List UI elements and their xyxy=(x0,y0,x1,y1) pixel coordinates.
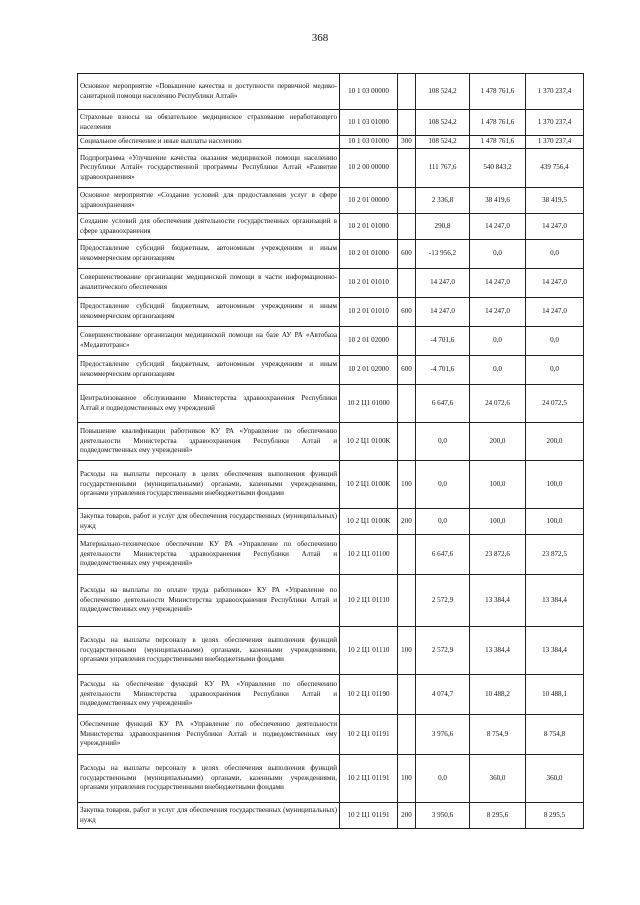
row-code: 10 2 01 01000 xyxy=(340,240,398,269)
table-row xyxy=(78,461,584,509)
row-amount-2: 8 295,6 xyxy=(470,803,526,829)
row-amount-2: 0,0 xyxy=(470,240,526,269)
row-amount-1: -4 701,6 xyxy=(416,327,470,356)
row-code: 10 1 03 01000 xyxy=(340,136,398,149)
row-amount-2: 0,0 xyxy=(470,356,526,385)
row-amount-3: 10 488,1 xyxy=(526,675,584,715)
row-amount-1: 108 524,2 xyxy=(416,136,470,149)
row-amount-3: 0,0 xyxy=(526,327,584,356)
row-amount-1: 4 074,7 xyxy=(416,675,470,715)
row-name: Расходы на выплаты персоналу в целях обеспечения выполнения функций государственными (муниципальными) органами, казенными учреждениями, органами управления государственными внебюджетными фондами xyxy=(78,461,340,509)
row-amount-1: 0,0 xyxy=(416,509,470,535)
row-code: 10 2 01 01010 xyxy=(340,269,398,298)
row-name: Совершенствование организации медицинской помощи в части информационно-аналитического обеспечения xyxy=(78,269,340,298)
row-code: 10 2 Ц1 01100 xyxy=(340,535,398,575)
table-row xyxy=(78,149,584,188)
row-amount-3: 38 419,5 xyxy=(526,188,584,214)
row-amount-1: 2 572,9 xyxy=(416,575,470,627)
row-amount-2: 13 384,4 xyxy=(470,627,526,675)
row-amount-2: 100,0 xyxy=(470,509,526,535)
row-amount-3: 200,0 xyxy=(526,423,584,461)
row-amount-3: 23 872,5 xyxy=(526,535,584,575)
row-amount-3: 13 384,4 xyxy=(526,627,584,675)
row-type: 100 xyxy=(398,461,416,509)
row-amount-3: 439 756,4 xyxy=(526,149,584,188)
row-name: Предоставление субсидий бюджетным, автономным учреждениям и иным некоммерческим организациям xyxy=(78,356,340,385)
row-amount-1: 0,0 xyxy=(416,755,470,803)
row-amount-3: 8 295,5 xyxy=(526,803,584,829)
row-name: Основное мероприятие «Повышение качества и доступности первичной медико-санитарной помощи населению Республики Алтай» xyxy=(78,74,340,110)
row-amount-1: 290,8 xyxy=(416,214,470,240)
row-code: 10 2 Ц1 01000 xyxy=(340,385,398,423)
row-amount-2: 540 843,2 xyxy=(470,149,526,188)
row-amount-1: 14 247,0 xyxy=(416,298,470,327)
row-code: 10 2 Ц1 01190 xyxy=(340,675,398,715)
row-amount-2: 10 488,2 xyxy=(470,675,526,715)
row-amount-1: -13 956,2 xyxy=(416,240,470,269)
row-name: Закупка товаров, работ и услуг для обеспечения государственных (муниципальных) нужд xyxy=(78,803,340,829)
row-amount-3: 1 370 237,4 xyxy=(526,110,584,136)
row-amount-3: 0,0 xyxy=(526,356,584,385)
row-amount-2: 1 478 761,6 xyxy=(470,136,526,149)
table-row xyxy=(78,675,584,715)
row-code: 10 2 Ц1 0100К xyxy=(340,461,398,509)
row-amount-2: 14 247,0 xyxy=(470,214,526,240)
table-row xyxy=(78,74,584,110)
row-type: 100 xyxy=(398,627,416,675)
table-row xyxy=(78,715,584,755)
row-amount-1: 2 336,8 xyxy=(416,188,470,214)
row-type: 600 xyxy=(398,356,416,385)
row-name: Основное мероприятие «Создание условий для предоставления услуг в сфере здравоохранения» xyxy=(78,188,340,214)
row-type: 200 xyxy=(398,509,416,535)
row-amount-2: 24 072,6 xyxy=(470,385,526,423)
row-name: Централизованное обслуживание Министерства здравоохранения Республики Алтай и подведомственных ему учреждений xyxy=(78,385,340,423)
row-type xyxy=(398,675,416,715)
table-row xyxy=(78,803,584,829)
row-amount-3: 14 247,0 xyxy=(526,214,584,240)
row-code: 10 2 Ц1 01110 xyxy=(340,627,398,675)
table-row xyxy=(78,240,584,269)
table-row xyxy=(78,509,584,535)
row-code: 10 2 Ц1 0100К xyxy=(340,509,398,535)
row-code: 10 1 03 00000 xyxy=(340,74,398,110)
row-type xyxy=(398,423,416,461)
table-row xyxy=(78,535,584,575)
row-amount-2: 1 478 761,6 xyxy=(470,74,526,110)
row-name: Материально-техническое обеспечение КУ РА «Управление по обеспечению деятельности Министерства здравоохранения Республики Алтай и подведомственных ему учреждений» xyxy=(78,535,340,575)
row-name: Расходы на обеспечение функций КУ РА «Управление по обеспечению деятельности Министерства здравоохранения Республики Алтай и подведомственных ему учреждений» xyxy=(78,675,340,715)
row-amount-2: 8 754,9 xyxy=(470,715,526,755)
row-type xyxy=(398,535,416,575)
row-type xyxy=(398,575,416,627)
row-name: Предоставление субсидий бюджетным, автономным учреждениям и иным некоммерческим организациям xyxy=(78,298,340,327)
row-type xyxy=(398,327,416,356)
row-amount-3: 14 247,0 xyxy=(526,269,584,298)
table-row xyxy=(78,269,584,298)
row-name: Совершенствование организации медицинской помощи на базе АУ РА «Автобаза «Медавтотранс» xyxy=(78,327,340,356)
row-amount-3: 14 247,0 xyxy=(526,298,584,327)
row-amount-1: 6 647,6 xyxy=(416,385,470,423)
row-name: Создание условий для обеспечения деятельности государственных организаций в сфере здравоохранения xyxy=(78,214,340,240)
row-code: 10 2 01 02000 xyxy=(340,356,398,385)
row-amount-1: 14 247,0 xyxy=(416,269,470,298)
row-code: 10 2 Ц1 01191 xyxy=(340,755,398,803)
row-amount-1: 2 572,9 xyxy=(416,627,470,675)
row-name: Повышение квалификации работников КУ РА «Управление по обеспечению деятельности Министерства здравоохранения Республики Алтай и подведомственных ему учреждений» xyxy=(78,423,340,461)
row-name: Закупка товаров, работ и услуг для обеспечения государственных (муниципальных) нужд xyxy=(78,509,340,535)
table-row xyxy=(78,188,584,214)
row-amount-1: 108 524,2 xyxy=(416,110,470,136)
row-code: 10 2 Ц1 01110 xyxy=(340,575,398,627)
row-name: Страховые взносы на обязательное медицинское страхование неработающего населения xyxy=(78,110,340,136)
row-name: Расходы на выплаты персоналу в целях обеспечения выполнения функций государственными (муниципальными) органами, казенными учреждениями, органами управления государственными внебюджетными фондами xyxy=(78,627,340,675)
table-row xyxy=(78,136,584,149)
table-row xyxy=(78,575,584,627)
budget-table xyxy=(77,73,584,829)
row-amount-1: 3 950,6 xyxy=(416,803,470,829)
table-row xyxy=(78,298,584,327)
row-amount-3: 8 754,8 xyxy=(526,715,584,755)
table-row xyxy=(78,755,584,803)
row-code: 10 1 03 01000 xyxy=(340,110,398,136)
row-code: 10 2 01 02000 xyxy=(340,327,398,356)
row-code: 10 2 01 00000 xyxy=(340,188,398,214)
row-type xyxy=(398,385,416,423)
row-code: 10 2 Ц1 01191 xyxy=(340,715,398,755)
table-row xyxy=(78,356,584,385)
row-amount-2: 13 384,4 xyxy=(470,575,526,627)
row-amount-3: 1 370 237,4 xyxy=(526,136,584,149)
row-amount-2: 14 247,0 xyxy=(470,298,526,327)
row-code: 10 2 Ц1 01191 xyxy=(340,803,398,829)
row-amount-3: 1 370 237,4 xyxy=(526,74,584,110)
row-name: Предоставление субсидий бюджетным, автономным учреждениям и иным некоммерческим организациям xyxy=(78,240,340,269)
row-type xyxy=(398,110,416,136)
row-name: Подпрограмма «Улучшение качества оказания медицинской помощи населению Республики Алтай» государственной программы Республики Алтай «Развитие здравоохранения» xyxy=(78,149,340,188)
row-amount-3: 100,0 xyxy=(526,509,584,535)
row-code: 10 2 01 01010 xyxy=(340,298,398,327)
page-number: 368 xyxy=(311,32,329,44)
table-row xyxy=(78,327,584,356)
row-name: Расходы на выплаты персоналу в целях обеспечения выполнения функций государственными (муниципальными) органами, казенными учреждениями, органами управления государственными внебюджетными фондами xyxy=(78,755,340,803)
row-amount-2: 1 478 761,6 xyxy=(470,110,526,136)
table-row xyxy=(78,627,584,675)
row-amount-1: 6 647,6 xyxy=(416,535,470,575)
row-type xyxy=(398,149,416,188)
row-type: 200 xyxy=(398,803,416,829)
row-type: 100 xyxy=(398,755,416,803)
row-amount-3: 0,0 xyxy=(526,240,584,269)
row-type: 600 xyxy=(398,240,416,269)
row-amount-2: 0,0 xyxy=(470,327,526,356)
row-type xyxy=(398,214,416,240)
row-amount-3: 100,0 xyxy=(526,461,584,509)
row-amount-2: 100,0 xyxy=(470,461,526,509)
row-amount-2: 360,0 xyxy=(470,755,526,803)
table-row xyxy=(78,423,584,461)
budget-table-body xyxy=(78,74,584,829)
row-name: Расходы на выплаты по оплате труда работников» КУ РА «Управление по обеспечению деятельности Министерства здравоохранения Республики Алтай и подведомственных ему учреждений» xyxy=(78,575,340,627)
table-row xyxy=(78,110,584,136)
row-name: Обеспечение функций КУ РА «Управление по обеспечению деятельности Министерства здравоохранения Республики Алтай и подведомственных ему учреждений» xyxy=(78,715,340,755)
row-name: Социальное обеспечение и иные выплаты населению xyxy=(78,136,340,149)
row-amount-1: 0,0 xyxy=(416,461,470,509)
row-amount-3: 360,0 xyxy=(526,755,584,803)
table-row xyxy=(78,214,584,240)
row-code: 10 2 00 00000 xyxy=(340,149,398,188)
row-type xyxy=(398,715,416,755)
row-amount-2: 14 247,0 xyxy=(470,269,526,298)
row-type xyxy=(398,74,416,110)
row-type: 600 xyxy=(398,298,416,327)
row-amount-2: 23 872,6 xyxy=(470,535,526,575)
row-amount-2: 200,0 xyxy=(470,423,526,461)
row-amount-1: 3 976,6 xyxy=(416,715,470,755)
row-type xyxy=(398,188,416,214)
row-amount-1: 111 767,6 xyxy=(416,149,470,188)
row-type xyxy=(398,269,416,298)
row-amount-1: 108 524,2 xyxy=(416,74,470,110)
row-code: 10 2 01 01000 xyxy=(340,214,398,240)
row-amount-2: 38 419,6 xyxy=(470,188,526,214)
table-row xyxy=(78,385,584,423)
row-amount-3: 24 072,5 xyxy=(526,385,584,423)
row-amount-1: 0,0 xyxy=(416,423,470,461)
row-code: 10 2 Ц1 0100К xyxy=(340,423,398,461)
row-type: 300 xyxy=(398,136,416,149)
row-amount-3: 13 384,4 xyxy=(526,575,584,627)
row-amount-1: -4 701,6 xyxy=(416,356,470,385)
